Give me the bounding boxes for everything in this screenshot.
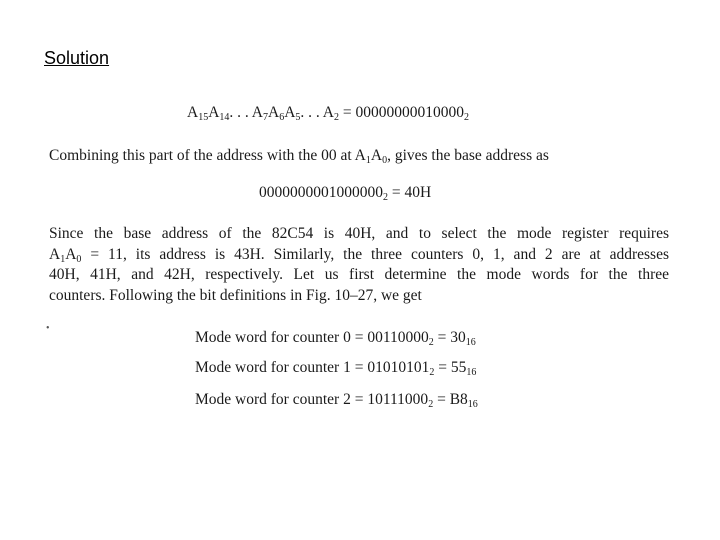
paragraph-line: $A_1A_0 = 11$, its address is 43H. Similarly, the three counters 0, 1, and 2 are at addresses: [49, 245, 669, 265]
paragraph-line: Since the base address of the 82C54 is 40H, and to select the mode register requires: [49, 225, 669, 242]
address-equation: $A_{15}A_{14}$. . . $A_7A_6A_5$. . . $A_2 = 00000000010000_2$: [187, 104, 469, 123]
mode-word-counter-0: Mode word for counter $0 = 00110000_2 = 30_{16}$: [195, 329, 476, 348]
base-address-equation: $0000000001000000_2 = 40H$: [259, 184, 432, 203]
bullet-mark: •: [46, 323, 50, 334]
slide-heading: Solution: [44, 48, 110, 68]
mode-word-counter-1: Mode word for counter $1 = 01010101_2 = 55_{16}$: [195, 359, 477, 378]
paragraph-line: counters. Following the bit definitions in Fig. 10–27, we get: [49, 286, 422, 304]
paragraph-base-address: Combining this part of the address with the 00 at $A_1A_0$, gives the base address as: [49, 147, 549, 166]
mode-word-counter-2: Mode word for counter $2 = 10111000_2 = B8_{16}$: [195, 391, 478, 410]
paragraph-line: 40H, 41H, and 42H, respectively. Let us first determine the mode words for the three: [49, 266, 669, 283]
paragraph-counters: [49, 224, 669, 306]
